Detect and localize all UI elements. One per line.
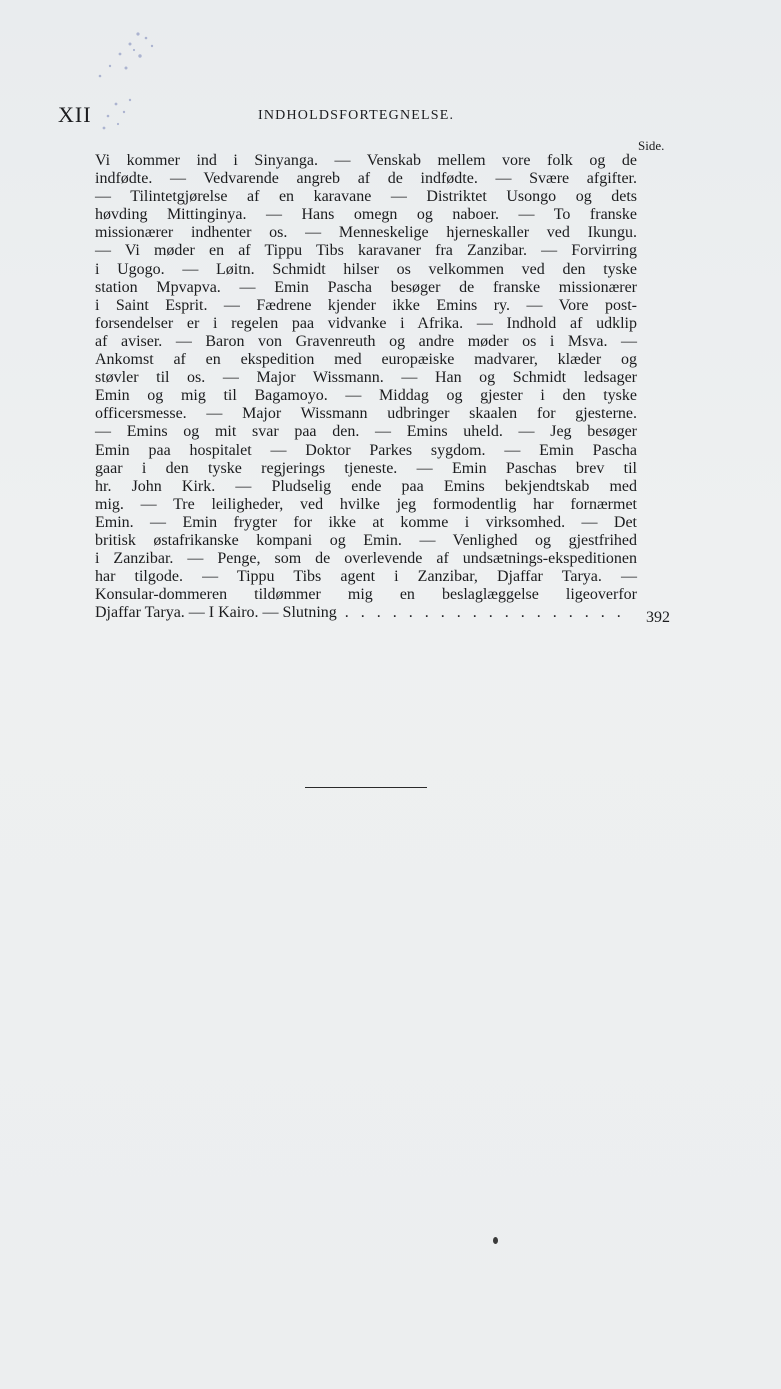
text-line: hr. John Kirk. — Pludselig ende paa Emins bekjendtskab med [95,477,637,495]
text-line: støvler til os. — Major Wissmann. — Han og Schmidt ledsager [95,369,637,387]
text-line: — Vi møder en af Tippu Tibs karavaner fra Zanzibar. — Forvirring [95,242,637,260]
text-line: Emin. — Emin frygter for ikke at komme i virksomhed. — Det [95,513,637,531]
text-line: indfødte. — Vedvarende angreb af de indfødte. — Svære afgifter. [95,170,637,188]
text-line: i Ugogo. — Løitn. Schmidt hilser os velkommen ved den tyske [95,260,637,278]
ink-speck [493,1237,498,1244]
page-header [58,102,673,132]
text-line: missionærer indhenter os. — Menneskelige hjerneskaller ved Ikungu. [95,224,637,242]
page-column-label: Side. [638,138,665,153]
text-line: Konsular-dommeren tildømmer mig en beslaglæggelse ligeoverfor [95,586,637,604]
text-line: Emin og mig til Bagamoyo. — Middag og gjester i den tyske [95,387,637,405]
text-line: officersmesse. — Major Wissmann udbringer skaalen for gjesterne. [95,405,637,423]
text-line: — Tilintetgjørelse af en karavane — Distriktet Usongo og dets [95,188,637,206]
toc-entry-text [95,152,637,622]
text-line: station Mpvapva. — Emin Pascha besøger de franske missionærer [95,278,637,296]
dot-leaders [345,604,631,622]
text-line: Vi kommer ind i Sinyanga. — Venskab mellem vore folk og de [95,152,637,169]
text-line: Emin paa hospitalet — Doktor Parkes sygdom. — Emin Pascha [95,441,637,459]
text-line: britisk østafrikanske kompani og Emin. — Venlighed og gjestfrihed [95,531,637,549]
text-line: gaar i den tyske regjerings tjeneste. — Emin Paschas brev til [95,459,637,477]
running-title: INDHOLDSFORTEGNELSE. [258,108,455,123]
text-line: af aviser. — Baron von Gravenreuth og andre møder os i Msva. — [95,332,637,350]
toc-page-number: 392 [646,609,670,626]
text-line: i Zanzibar. — Penge, som de overlevende af undsætnings-ekspeditionen [95,550,637,568]
final-text-line [95,604,637,622]
text-line: — Emins og mit svar paa den. — Emins uheld. — Jeg besøger [95,423,637,441]
text-line: høvding Mittinginya. — Hans omegn og naboer. — To franske [95,206,637,224]
text-line: har tilgode. — Tippu Tibs agent i Zanzibar, Djaffar Tarya. — [95,568,637,586]
text-line: Ankomst af en ekspedition med europæiske madvarer, klæder og [95,351,637,369]
section-divider [305,787,427,788]
page-number: XII [58,102,92,127]
text-line: i Saint Esprit. — Fædrene kjender ikke Emins ry. — Vore post- [95,296,637,314]
text-line: mig. — Tre leiligheder, ved hvilke jeg formodentlig har fornærmet [95,495,637,513]
final-text: Djaffar Tarya. — I Kairo. — Slutning [95,604,337,622]
text-line: forsendelser er i regelen paa vidvanke i Afrika. — Indhold af udklip [95,314,637,332]
